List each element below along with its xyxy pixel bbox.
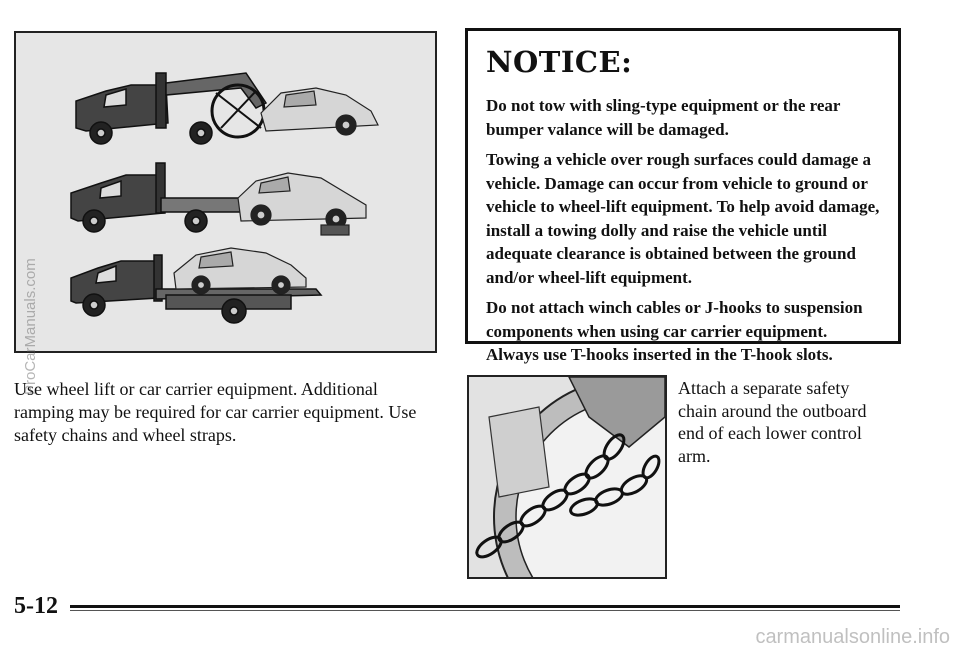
notice-title: NOTICE:	[486, 45, 633, 79]
footer-rule-thin	[70, 610, 900, 611]
notice-paragraph-winch-cables: Do not attach winch cables or J-hooks to suspension components when using car carrier equipment. Always use T-hooks inserted in the T-hook slots.	[486, 298, 863, 364]
bottom-watermark: carmanualsonline.info	[755, 626, 950, 648]
towing-equipment-caption: Use wheel lift or car carrier equipment. Additional ramping may be required for car carrier equipment. Use safety chains and wheel straps.	[14, 379, 417, 445]
tow-truck-icon	[16, 33, 435, 351]
towing-methods-illustration	[14, 31, 437, 353]
safety-chain-caption: Attach a separate safety chain around the outboard end of each lower control arm.	[678, 378, 867, 466]
safety-chain-illustration	[467, 375, 667, 579]
chain-icon	[469, 377, 665, 577]
footer-rule	[70, 605, 900, 608]
side-watermark: ProCarManuals.com	[22, 258, 39, 395]
notice-box	[465, 28, 901, 364]
notice-paragraph-rough-surfaces: Towing a vehicle over rough surfaces could damage a vehicle. Damage can occur from vehicle to ground or vehicle to wheel-lift equipment. To help avoid damage, install a towing dolly and raise the vehicle until adequate clearance is obtained between the ground and/or wheel-lift equipment.	[486, 150, 880, 287]
page-number: 5-12	[14, 593, 58, 619]
notice-paragraph-sling: Do not tow with sling-type equipment or the rear bumper valance will be damaged.	[486, 96, 841, 139]
